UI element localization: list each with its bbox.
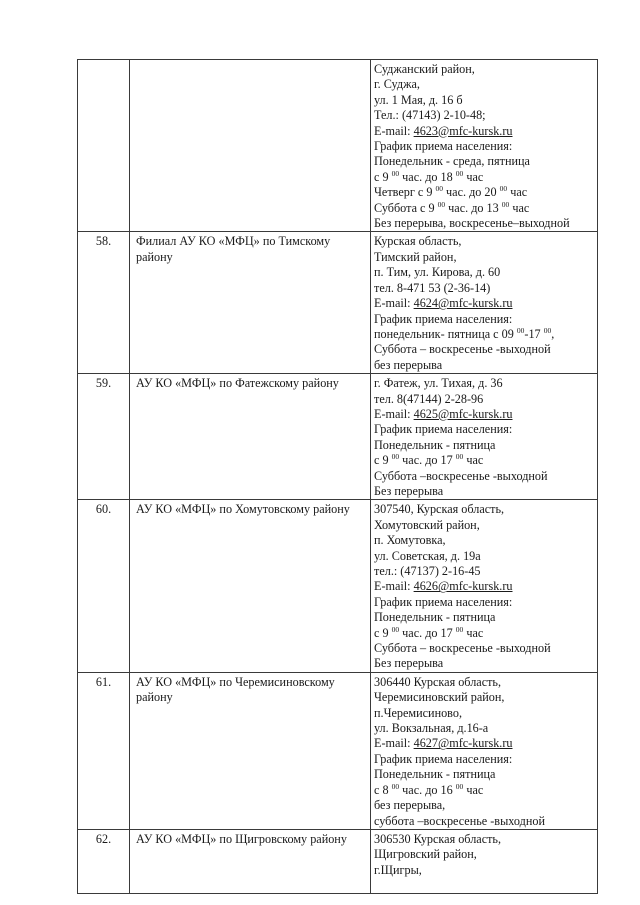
contact-text: г.Щигры, bbox=[374, 862, 422, 877]
contact-line bbox=[374, 690, 595, 705]
contact-line bbox=[374, 281, 595, 296]
contact-line bbox=[374, 595, 595, 610]
contact-text: Без перерыва, воскресенье–выходной bbox=[374, 216, 570, 231]
contact-text: г. Суджа, bbox=[374, 77, 420, 92]
contact-line bbox=[374, 201, 595, 216]
contact-line bbox=[374, 296, 595, 311]
row-number-cell bbox=[78, 672, 130, 829]
contact-text: час bbox=[463, 169, 484, 184]
contact-text: п. Тим, ул. Кирова, д. 60 bbox=[374, 265, 501, 280]
row-number-cell bbox=[78, 374, 130, 500]
contact-text: Хомутовский район, bbox=[374, 517, 480, 532]
office-name: АУ КО «МФЦ» по Черемисиновскому району bbox=[136, 674, 335, 705]
minutes-superscript: 00 bbox=[501, 199, 510, 209]
contact-text: час. до 20 bbox=[443, 185, 500, 200]
contact-text: 307540, Курская область, bbox=[374, 502, 505, 517]
office-name: АУ КО «МФЦ» по Фатежскому району bbox=[136, 376, 339, 391]
contact-line bbox=[374, 185, 595, 200]
contact-line bbox=[374, 484, 595, 499]
contact-line bbox=[374, 610, 595, 625]
contact-text: График приема населения: bbox=[374, 311, 513, 326]
table-row bbox=[78, 500, 598, 672]
contact-text: Суджанский район, bbox=[374, 62, 475, 76]
contact-line bbox=[374, 752, 595, 767]
contact-text: , bbox=[551, 326, 555, 341]
contact-text: Курская область, bbox=[374, 234, 462, 249]
contact-text: час bbox=[463, 625, 484, 640]
contact-line bbox=[374, 62, 595, 77]
office-contacts-cell bbox=[371, 60, 598, 232]
contact-line bbox=[374, 422, 595, 437]
contact-line bbox=[374, 736, 595, 751]
contact-text: Суббота –воскресенье -выходной bbox=[374, 468, 548, 483]
contact-text: без перерыва bbox=[374, 357, 443, 372]
contact-text: с 9 bbox=[374, 625, 392, 640]
contact-line bbox=[374, 93, 595, 108]
contact-line bbox=[374, 250, 595, 265]
contact-line bbox=[374, 342, 595, 357]
contact-line bbox=[374, 533, 595, 548]
contact-line bbox=[374, 502, 595, 517]
contact-text: час bbox=[463, 453, 484, 468]
contact-line bbox=[374, 656, 595, 671]
contact-text: ул. Вокзальная, д.16-а bbox=[374, 721, 489, 736]
office-name: АУ КО «МФЦ» по Хомутовскому району bbox=[136, 502, 350, 517]
contact-line bbox=[374, 392, 595, 407]
contact-line bbox=[374, 170, 595, 185]
minutes-superscript: 00 bbox=[391, 452, 400, 462]
email-link[interactable]: 4627@mfc-kursk.ru bbox=[413, 736, 513, 751]
contact-text: Черемисиновский район, bbox=[374, 690, 505, 705]
contact-text: час. до 17 bbox=[399, 453, 456, 468]
contact-text: тел.: (47137) 2-16-45 bbox=[374, 564, 481, 578]
minutes-superscript: 00 bbox=[437, 199, 446, 209]
row-number bbox=[78, 60, 129, 62]
row-number: 62. bbox=[95, 831, 112, 846]
contact-text: тел. 8(47144) 2-28-96 bbox=[374, 391, 484, 406]
email-link[interactable]: 4624@mfc-kursk.ru bbox=[413, 296, 513, 311]
contact-line bbox=[374, 108, 595, 123]
contact-line bbox=[374, 312, 595, 327]
contact-text: E-mail: bbox=[374, 123, 414, 138]
row-number-cell bbox=[78, 232, 130, 374]
contact-line bbox=[374, 814, 595, 829]
minutes-superscript: 00 bbox=[499, 184, 508, 194]
row-number: 60. bbox=[95, 502, 112, 517]
contact-line bbox=[374, 863, 595, 878]
contact-text: График приема населения: bbox=[374, 422, 513, 437]
table-row bbox=[78, 374, 598, 500]
contact-line bbox=[374, 453, 595, 468]
contact-text: п. Хомутовка, bbox=[374, 533, 446, 548]
contact-line bbox=[374, 234, 595, 249]
contact-line bbox=[374, 641, 595, 656]
contact-text: Понедельник - пятница bbox=[374, 437, 496, 452]
row-number: 59. bbox=[95, 376, 112, 391]
contact-text: час. до 18 bbox=[399, 169, 456, 184]
contact-line bbox=[374, 675, 595, 690]
contact-text: Щигровский район, bbox=[374, 847, 477, 862]
minutes-superscript: 00 bbox=[391, 781, 400, 791]
contact-text: График приема населения: bbox=[374, 594, 513, 609]
contact-text: Понедельник - среда, пятница bbox=[374, 154, 530, 169]
office-contacts-cell bbox=[371, 232, 598, 374]
contact-line bbox=[374, 549, 595, 564]
contact-text: без перерыва, bbox=[374, 798, 446, 813]
minutes-superscript: 00 bbox=[516, 325, 525, 335]
office-name: Филиал АУ КО «МФЦ» по Тимскому району bbox=[136, 234, 331, 264]
contact-text: Понедельник - пятница bbox=[374, 767, 496, 782]
contact-line bbox=[374, 124, 595, 139]
contact-line bbox=[374, 798, 595, 813]
contact-text: Суббота с 9 bbox=[374, 200, 438, 215]
contact-text: E-mail: bbox=[374, 736, 414, 751]
row-number-cell bbox=[78, 60, 130, 232]
office-name-cell bbox=[130, 672, 371, 829]
contact-text: час. до 16 bbox=[399, 782, 456, 797]
row-number-cell bbox=[78, 829, 130, 893]
minutes-superscript: 00 bbox=[391, 624, 400, 634]
office-contacts-cell bbox=[371, 500, 598, 672]
office-contacts-cell bbox=[371, 672, 598, 829]
contact-line bbox=[374, 327, 595, 342]
contact-text: Понедельник - пятница bbox=[374, 610, 496, 625]
contact-line bbox=[374, 77, 595, 92]
contact-text: Тимский район, bbox=[374, 249, 457, 264]
contact-text: с 9 bbox=[374, 169, 392, 184]
contact-text: 306530 Курская область, bbox=[374, 831, 502, 846]
office-name-cell bbox=[130, 232, 371, 374]
email-link[interactable]: 4623@mfc-kursk.ru bbox=[413, 123, 513, 138]
table-row bbox=[78, 232, 598, 374]
office-name-cell bbox=[130, 60, 371, 232]
contact-line bbox=[374, 783, 595, 798]
row-number: 61. bbox=[95, 674, 112, 689]
contact-text: Без перерыва bbox=[374, 656, 444, 671]
contact-line bbox=[374, 847, 595, 862]
contact-line bbox=[374, 216, 595, 231]
contact-text: E-mail: bbox=[374, 296, 414, 311]
minutes-superscript: 00 bbox=[455, 168, 464, 178]
contact-line bbox=[374, 407, 595, 422]
contact-text: час bbox=[509, 200, 530, 215]
contact-line bbox=[374, 518, 595, 533]
contact-text: ул. 1 Мая, д. 16 б bbox=[374, 92, 463, 107]
office-contacts-cell bbox=[371, 374, 598, 500]
contact-line bbox=[374, 626, 595, 641]
contact-text: час bbox=[507, 185, 528, 200]
contact-text: понедельник- пятница с 09 bbox=[374, 326, 517, 341]
contact-line bbox=[374, 358, 595, 373]
contact-line bbox=[374, 706, 595, 721]
contact-text: 306440 Курская область, bbox=[374, 674, 502, 689]
contact-text: E-mail: bbox=[374, 406, 414, 421]
contact-line bbox=[374, 438, 595, 453]
contact-text: час bbox=[463, 782, 484, 797]
contact-text: Без перерыва bbox=[374, 483, 444, 498]
minutes-superscript: 00 bbox=[455, 624, 464, 634]
offices-table-body bbox=[78, 60, 598, 894]
contact-text: суббота –воскресенье -выходной bbox=[374, 813, 545, 828]
contact-text: с 8 bbox=[374, 782, 392, 797]
contact-text: с 9 bbox=[374, 453, 392, 468]
contact-text: час. до 17 bbox=[399, 625, 456, 640]
office-name: АУ КО «МФЦ» по Щигровскому району bbox=[136, 831, 347, 846]
contact-text: Суббота – воскресенье -выходной bbox=[374, 342, 551, 357]
contact-line bbox=[374, 832, 595, 847]
email-link[interactable]: 4625@mfc-kursk.ru bbox=[413, 406, 513, 421]
contact-text: Тел.: (47143) 2-10-48; bbox=[374, 108, 486, 123]
contact-text: Четверг с 9 bbox=[374, 185, 436, 200]
table-row bbox=[78, 60, 598, 232]
contact-line bbox=[374, 767, 595, 782]
contact-text: час. до 13 bbox=[445, 200, 502, 215]
contact-line bbox=[374, 564, 595, 579]
contact-text: График приема населения: bbox=[374, 751, 513, 766]
offices-table bbox=[77, 59, 598, 894]
email-link[interactable]: 4626@mfc-kursk.ru bbox=[413, 579, 513, 594]
row-number-cell bbox=[78, 500, 130, 672]
office-name-cell bbox=[130, 374, 371, 500]
office-contacts-cell bbox=[371, 829, 598, 893]
contact-line bbox=[374, 154, 595, 169]
minutes-superscript: 00 bbox=[435, 184, 443, 194]
minutes-superscript: 00 bbox=[543, 325, 552, 335]
contact-line bbox=[374, 139, 595, 154]
contact-line bbox=[374, 265, 595, 280]
row-number: 58. bbox=[95, 234, 112, 249]
contact-text: г. Фатеж, ул. Тихая, д. 36 bbox=[374, 376, 503, 391]
table-row bbox=[78, 672, 598, 829]
office-name-cell bbox=[130, 829, 371, 893]
contact-text: E-mail: bbox=[374, 579, 414, 594]
contact-text: -17 bbox=[524, 326, 544, 341]
contact-line bbox=[374, 579, 595, 594]
contact-text: тел. 8-471 53 (2-36-14) bbox=[374, 280, 491, 295]
office-name bbox=[130, 60, 370, 62]
minutes-superscript: 00 bbox=[391, 168, 400, 178]
contact-line bbox=[374, 376, 595, 391]
contact-line bbox=[374, 721, 595, 736]
contact-line bbox=[374, 469, 595, 484]
minutes-superscript: 00 bbox=[455, 452, 464, 462]
contact-text: Суббота – воскресенье -выходной bbox=[374, 641, 551, 656]
office-name-cell bbox=[130, 500, 371, 672]
contact-text: п.Черемисиново, bbox=[374, 705, 462, 720]
contact-text: ул. Советская, д. 19а bbox=[374, 548, 481, 563]
contact-text: График приема населения: bbox=[374, 139, 513, 154]
table-row bbox=[78, 829, 598, 893]
minutes-superscript: 00 bbox=[455, 781, 464, 791]
